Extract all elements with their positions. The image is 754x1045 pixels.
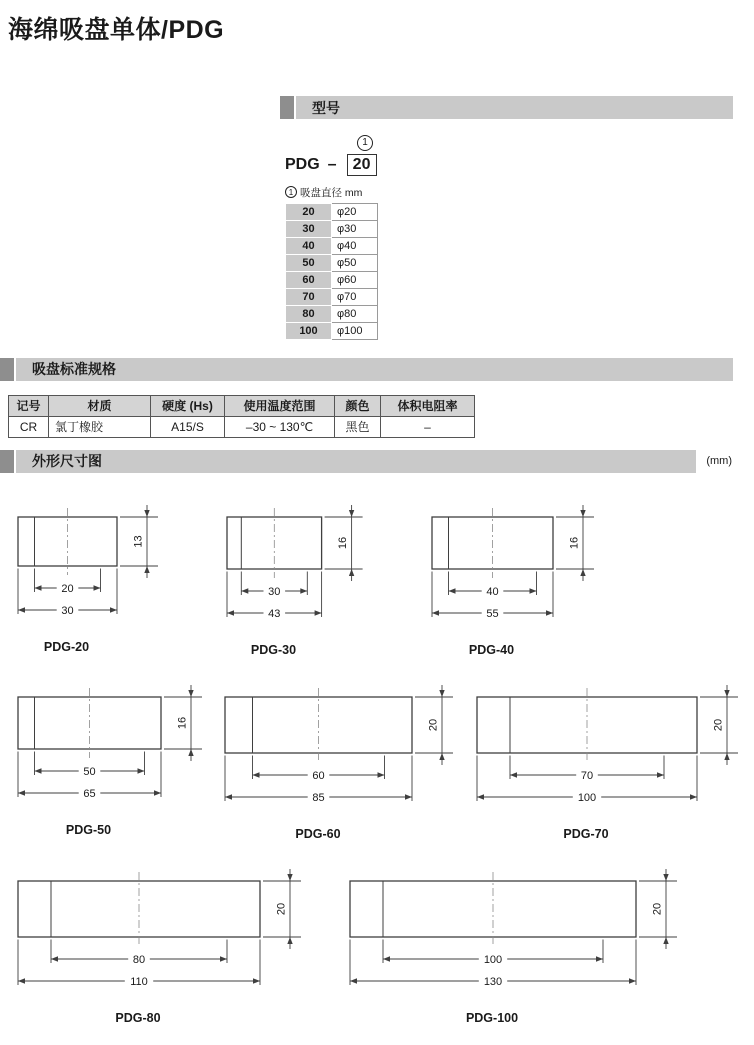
model-code-prefix: PDG: [285, 155, 320, 173]
drawing-label: PDG-80: [115, 1010, 161, 1025]
spec-cell: –30 ~ 130℃: [225, 416, 335, 437]
spec-cell: 黑色: [335, 416, 381, 437]
drawing-pdg-80: [12, 867, 304, 1025]
drawing-row: [12, 683, 754, 841]
model-code-block: [285, 132, 754, 340]
dimension-drawing: [12, 503, 161, 636]
model-code-size-box: 20: [347, 154, 377, 176]
diameter-code-cell: 40: [286, 237, 332, 254]
drawing-label: PDG-20: [43, 639, 90, 654]
diameter-row: [286, 220, 378, 237]
drawing-label: PDG-100: [465, 1010, 519, 1025]
svg-text:16: 16: [337, 536, 350, 549]
svg-text:40: 40: [486, 585, 499, 598]
spec-section-title: 吸盘标准规格: [16, 358, 733, 381]
dimension-drawing: [219, 683, 457, 823]
svg-text:20: 20: [427, 718, 440, 731]
svg-text:20: 20: [712, 718, 725, 731]
svg-text:30: 30: [268, 585, 281, 598]
svg-text:65: 65: [83, 787, 96, 800]
page-title: 海绵吸盘单体/PDG: [8, 16, 225, 44]
diameter-table-title: [285, 185, 754, 200]
spec-row: [9, 416, 475, 437]
model-section-bar: [280, 96, 733, 119]
svg-text:130: 130: [483, 975, 503, 988]
spec-header-cell: 材质: [49, 395, 151, 416]
svg-text:16: 16: [176, 716, 189, 729]
svg-text:13: 13: [132, 534, 145, 548]
callout-1-icon: 1: [357, 135, 373, 151]
diameter-value-cell: φ40: [332, 237, 378, 254]
spec-header-cell: 颜色: [335, 395, 381, 416]
drawing-pdg-30: [221, 503, 366, 657]
spec-cell: A15/S: [151, 416, 225, 437]
drawing-pdg-20: [12, 503, 161, 654]
diameter-row: [286, 203, 378, 220]
diameter-value-cell: φ70: [332, 288, 378, 305]
diameter-value-cell: φ50: [332, 254, 378, 271]
svg-text:43: 43: [268, 607, 281, 620]
dimension-drawings: [12, 503, 754, 1025]
section-marker-icon: [0, 450, 14, 473]
section-marker-icon: [280, 96, 294, 119]
model-code-separator: –: [327, 155, 337, 173]
spec-cell: –: [381, 416, 475, 437]
spec-header-row: [9, 395, 475, 416]
svg-text:20: 20: [61, 582, 74, 595]
diameter-row: [286, 237, 378, 254]
drawing-row: [12, 867, 754, 1025]
model-section-title: 型号: [296, 96, 733, 119]
dimension-section-row: [0, 450, 754, 473]
drawing-label: PDG-40: [468, 642, 515, 657]
diameter-row: [286, 305, 378, 322]
unit-label: (mm): [706, 455, 732, 467]
spec-table: [8, 395, 475, 438]
callout-1-icon: 1: [285, 186, 297, 198]
svg-text:110: 110: [130, 975, 148, 988]
diameter-code-cell: 50: [286, 254, 332, 271]
diameter-code-cell: 100: [286, 322, 332, 339]
drawing-pdg-40: [426, 503, 597, 657]
dimension-drawing: [344, 867, 680, 1007]
diameter-code-cell: 80: [286, 305, 332, 322]
svg-text:85: 85: [312, 791, 325, 804]
diameter-row: [286, 271, 378, 288]
svg-text:80: 80: [132, 953, 146, 966]
page: [0, 10, 754, 1045]
diameter-table-title-text: 吸盘直径 mm: [300, 186, 363, 199]
spec-header-cell: 使用温度范围: [225, 395, 335, 416]
svg-text:100: 100: [483, 953, 503, 966]
drawing-pdg-60: [219, 683, 457, 841]
drawing-label: PDG-60: [295, 826, 341, 841]
svg-text:55: 55: [486, 607, 499, 620]
svg-text:20: 20: [275, 902, 288, 915]
diameter-row: [286, 288, 378, 305]
spec-cell: CR: [9, 416, 49, 437]
diameter-code-cell: 20: [286, 203, 332, 220]
drawing-pdg-70: [471, 683, 741, 841]
spec-header-cell: 记号: [9, 395, 49, 416]
spec-header-cell: 硬度 (Hs): [151, 395, 225, 416]
drawing-pdg-50: [12, 683, 205, 837]
drawing-label: PDG-70: [563, 826, 609, 841]
dimension-drawing: [221, 503, 366, 639]
drawing-label: PDG-50: [65, 822, 112, 837]
spec-cell: 氯丁橡胶: [49, 416, 151, 437]
svg-text:70: 70: [580, 769, 594, 782]
diameter-table: [285, 203, 378, 340]
diameter-code-cell: 60: [286, 271, 332, 288]
diameter-value-cell: φ100: [332, 322, 378, 339]
dimension-drawing: [426, 503, 597, 639]
svg-text:50: 50: [83, 765, 96, 778]
diameter-code-cell: 70: [286, 288, 332, 305]
diameter-value-cell: φ20: [332, 203, 378, 220]
dimension-drawing: [12, 683, 205, 819]
dimension-drawing: [471, 683, 741, 823]
callout-row: [285, 132, 754, 151]
diameter-row: [286, 322, 378, 339]
diameter-value-cell: φ30: [332, 220, 378, 237]
svg-text:60: 60: [312, 769, 325, 782]
svg-text:20: 20: [651, 902, 664, 915]
dimension-section-bar: [0, 450, 696, 473]
drawing-pdg-100: [344, 867, 680, 1025]
dimension-drawing: [12, 867, 304, 1007]
drawing-row: [12, 503, 754, 657]
spec-header-cell: 体积电阻率: [381, 395, 475, 416]
model-code: [285, 154, 754, 176]
spec-section-bar: [0, 358, 733, 381]
dimension-section-title: 外形尺寸图: [16, 450, 696, 473]
section-marker-icon: [0, 358, 14, 381]
diameter-value-cell: φ60: [332, 271, 378, 288]
diameter-value-cell: φ80: [332, 305, 378, 322]
drawing-label: PDG-30: [250, 642, 297, 657]
svg-text:100: 100: [577, 791, 597, 804]
svg-text:30: 30: [61, 604, 74, 617]
diameter-code-cell: 30: [286, 220, 332, 237]
diameter-row: [286, 254, 378, 271]
svg-text:16: 16: [568, 536, 581, 549]
